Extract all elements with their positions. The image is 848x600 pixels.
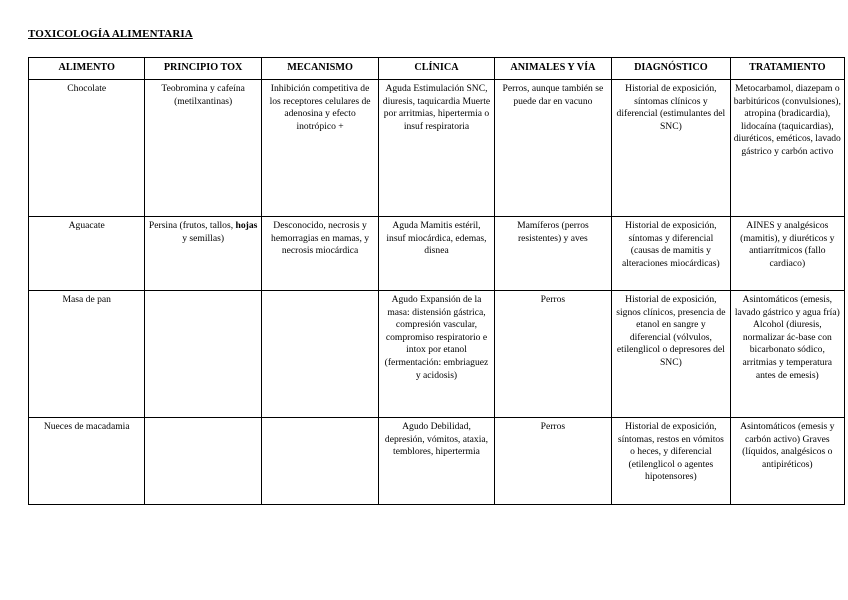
cell-principio <box>145 217 261 291</box>
cell-clinica: Aguda Estimulación SNC, diuresis, taquicardia Muerte por arritmias, hipertermia o insuf respiratoria <box>379 80 494 217</box>
header-diagnostico: DIAGNÓSTICO <box>612 58 731 80</box>
cell-alimento: Aguacate <box>29 217 145 291</box>
cell-alimento: Chocolate <box>29 80 145 217</box>
header-mecanismo: MECANISMO <box>261 58 378 80</box>
toxicology-table <box>28 57 845 505</box>
cell-animales: Perros, aunque también se puede dar en vacuno <box>494 80 611 217</box>
cell-animales: Perros <box>494 418 611 505</box>
cell-tratamiento: Asintomáticos (emesis, lavado gástrico y agua fría) Alcohol (diuresis, normalizar ác-base con bicarbonato sódico, arritmias y temperatura antes de emesis) <box>730 291 844 418</box>
header-alimento: ALIMENTO <box>29 58 145 80</box>
cell-clinica: Agudo Debilidad, depresión, vómitos, ataxia, temblores, hipertermia <box>379 418 494 505</box>
principio-text-post: y semillas) <box>182 232 225 244</box>
cell-mecanismo: Desconocido, necrosis y hemorragias en mamas, y necrosis miocárdica <box>261 217 378 291</box>
cell-mecanismo <box>261 291 378 418</box>
cell-tratamiento: AINES y analgésicos (mamitis), y diuréticos y antiarrítmicos (fallo cardiaco) <box>730 217 844 291</box>
cell-tratamiento: Asintomáticos (emesis y carbón activo) Graves (líquidos, analgésicos o antipiréticos) <box>730 418 844 505</box>
cell-animales: Mamíferos (perros resistentes) y aves <box>494 217 611 291</box>
cell-principio <box>145 418 261 505</box>
cell-alimento: Masa de pan <box>29 291 145 418</box>
cell-clinica: Agudo Expansión de la masa: distensión gástrica, compresión vascular, compromiso respiratorio e intox por etanol (fermentación: embriaguez y acidosis) <box>379 291 494 418</box>
table-row <box>29 217 845 291</box>
cell-animales: Perros <box>494 291 611 418</box>
cell-clinica: Aguda Mamitis estéril, insuf miocárdica, edemas, disnea <box>379 217 494 291</box>
cell-alimento: Nueces de macadamia <box>29 418 145 505</box>
cell-principio <box>145 291 261 418</box>
principio-text-bold: hojas <box>235 220 258 231</box>
table-row <box>29 418 845 505</box>
page-title: TOXICOLOGÍA ALIMENTARIA <box>28 28 193 40</box>
cell-tratamiento: Metocarbamol, diazepam o barbitúricos (convulsiones), atropina (bradicardia), lidocaína (taquicardias), diuréticos, eméticos, lavado gástrico y carbón activo <box>730 80 844 217</box>
cell-mecanismo: Inhibición competitiva de los receptores celulares de adenosina y efecto inotrópico + <box>261 80 378 217</box>
header-row <box>29 58 845 80</box>
cell-diagnostico: Historial de exposición, síntomas y diferencial (causas de mamitis y alteraciones miocárdicas) <box>612 217 731 291</box>
header-clinica: CLÍNICA <box>379 58 494 80</box>
principio-text-pre: Persina (frutos, tallos, <box>148 220 236 231</box>
header-principio: PRINCIPIO TOX <box>145 58 261 80</box>
cell-diagnostico: Historial de exposición, síntomas, restos en vómitos o heces, y diferencial (etilenglicol o agentes hipotensores) <box>612 418 731 505</box>
cell-mecanismo <box>261 418 378 505</box>
header-animales: ANIMALES Y VÍA <box>494 58 611 80</box>
cell-diagnostico: Historial de exposición, signos clínicos, presencia de etanol en sangre y diferencial (vólvulos, etilenglicol o depresores del SNC) <box>612 291 731 418</box>
cell-principio: Teobromina y cafeína (metilxantinas) <box>145 80 261 217</box>
table-row <box>29 80 845 217</box>
cell-diagnostico: Historial de exposición, síntomas clínicos y diferencial (estimulantes del SNC) <box>612 80 731 217</box>
header-tratamiento: TRATAMIENTO <box>730 58 844 80</box>
table-row <box>29 291 845 418</box>
